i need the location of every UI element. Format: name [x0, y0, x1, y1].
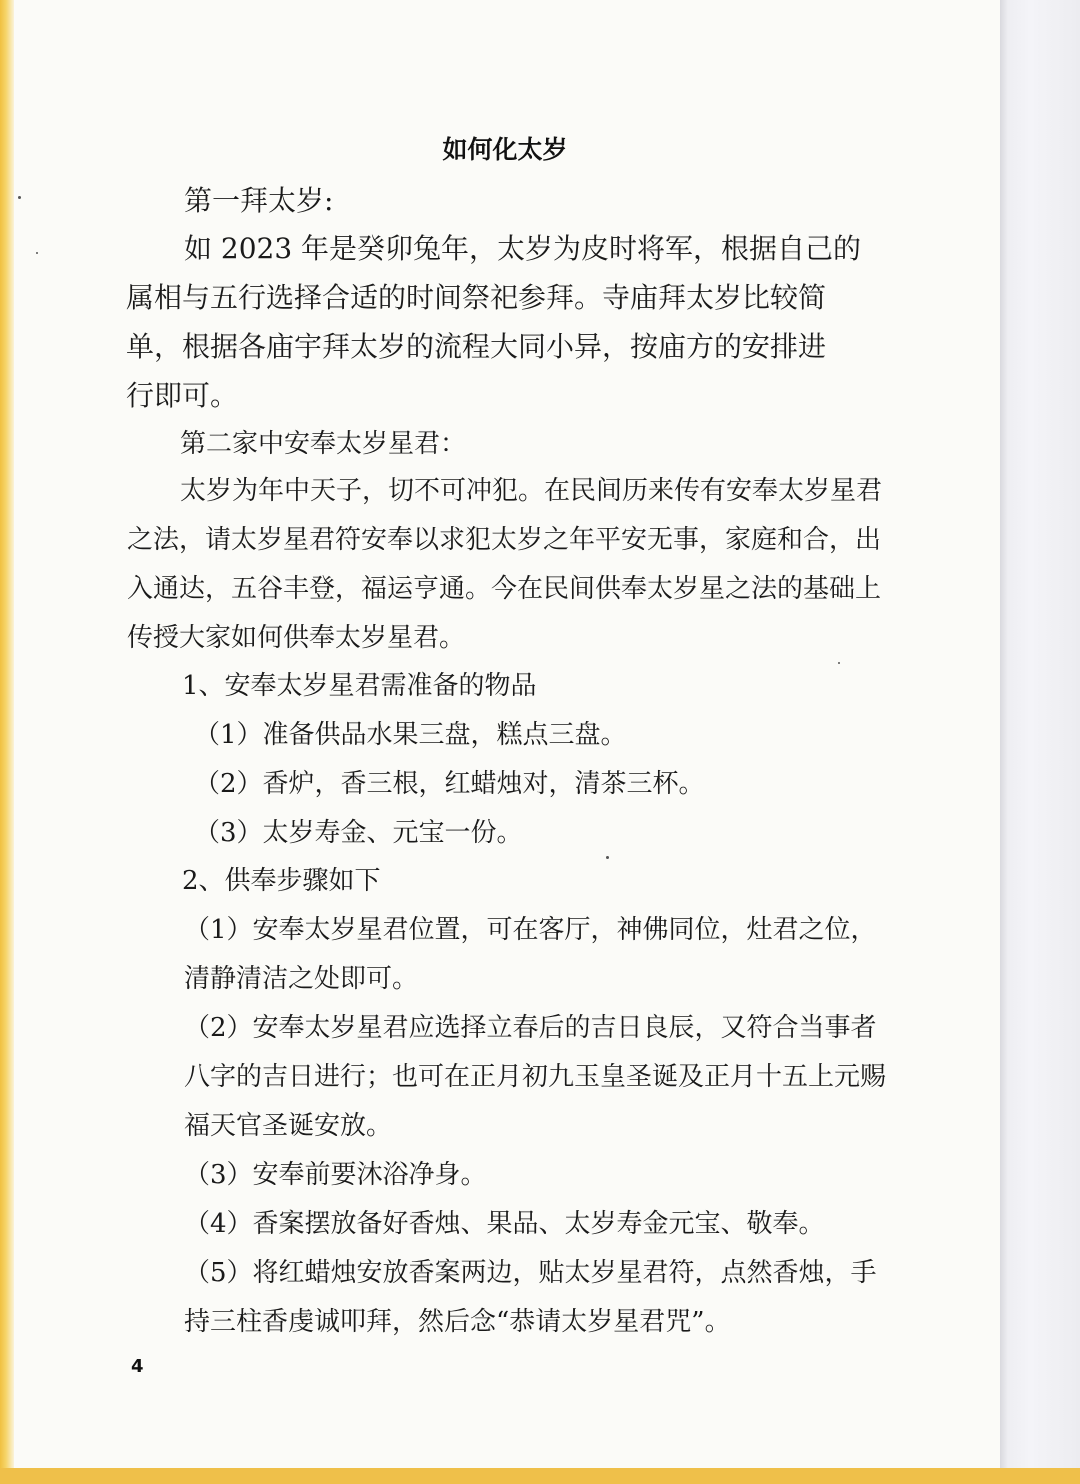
step-4: （4）香案摆放备好香烛、果品、太岁寿金元宝、敬奉。: [184, 1209, 825, 1239]
heading-second-home-worship: 第二家中安奉太岁星君：: [180, 429, 467, 459]
paragraph-2-line-3: 入通达，五谷丰登，福运亨通。今在民间供奉太岁星之法的基础上: [127, 574, 882, 604]
scan-speck: [606, 856, 609, 859]
paragraph-1-line-1: 如 2023 年是癸卯兔年，太岁为皮时将军，根据自己的: [184, 232, 862, 265]
list-item-offerings: （1）准备供品水果三盘，糕点三盘。: [194, 720, 627, 750]
page-bottom-edge: [0, 1468, 1080, 1484]
paragraph-2-line-1: 太岁为年中天子，切不可冲犯。在民间历来传有安奉太岁星君: [180, 476, 883, 506]
scan-speck: [36, 252, 38, 254]
section-2-heading: 2、供奉步骤如下: [182, 866, 381, 896]
step-2-line-1: （2）安奉太岁星君应选择立春后的吉日良辰，又符合当事者: [184, 1013, 877, 1043]
step-1-line-2: 清静清洁之处即可。: [184, 964, 419, 994]
page-number: 4: [131, 1356, 144, 1377]
paragraph-1-line-3: 单，根据各庙宇拜太岁的流程大同小异，按庙方的安排进: [126, 330, 827, 363]
list-item-gold-paper: （3）太岁寿金、元宝一份。: [194, 818, 523, 848]
step-5-line-1: （5）将红蜡烛安放香案两边，贴太岁星君符，点然香烛，手: [184, 1258, 877, 1288]
paragraph-2-line-4: 传授大家如何供奉太岁星君。: [127, 623, 466, 653]
facing-page-edge: [1000, 0, 1080, 1484]
scan-speck: [838, 662, 840, 664]
step-1-line-1: （1）安奉太岁星君位置，可在客厅，神佛同位，灶君之位，: [184, 915, 877, 945]
page-title: 如何化太岁: [442, 135, 568, 164]
list-item-incense: （2）香炉，香三根，红蜡烛对，清茶三杯。: [194, 769, 705, 799]
heading-first-worship: 第一拜太岁:: [184, 184, 334, 217]
paragraph-2-line-2: 之法，请太岁星君符安奉以求犯太岁之年平安无事，家庭和合，出: [127, 525, 882, 555]
step-5-line-2: 持三柱香虔诚叩拜，然后念“恭请太岁星君咒”。: [184, 1307, 731, 1337]
scan-speck: [18, 196, 21, 199]
paragraph-1-line-4: 行即可。: [126, 379, 239, 412]
step-3: （3）安奉前要沐浴净身。: [184, 1160, 487, 1190]
step-2-line-2: 八字的吉日进行；也可在正月初九玉皇圣诞及正月十五上元赐: [184, 1062, 887, 1092]
section-1-heading: 1、安奉太岁星君需准备的物品: [182, 671, 537, 701]
step-2-line-3: 福天官圣诞安放。: [184, 1111, 393, 1141]
paragraph-1-line-2: 属相与五行选择合适的时间祭祀参拜。寺庙拜太岁比较简: [126, 281, 827, 314]
